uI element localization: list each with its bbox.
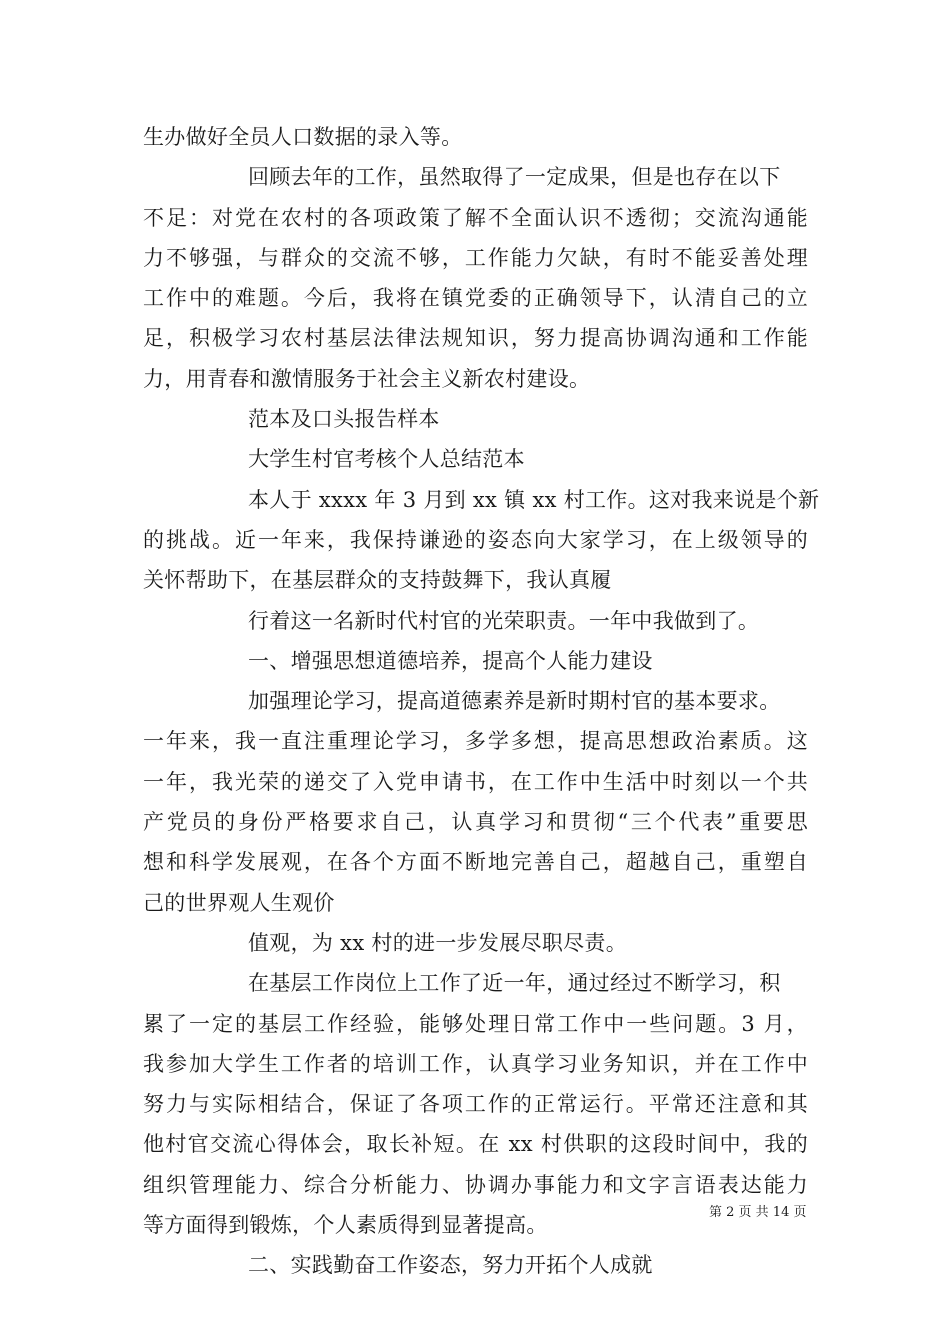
text-line: 力，用青春和激情服务于社会主义新农村建设。 [143,366,591,391]
text-line: 累了一定的基层工作经验，能够处理日常工作中一些问题。3 月， [143,1011,808,1036]
paragraph-start: 在基层工作岗位上工作了近一年，通过经过不断学习，积 [248,971,781,996]
text-line: 努力与实际相结合，保证了各项工作的正常运行。平常还注意和其 [143,1092,808,1117]
text-line: 关怀帮助下，在基层群众的支持鼓舞下，我认真履 [143,568,612,593]
paragraph-start: 加强理论学习，提高道德素养是新时期村官的基本要求。 [248,689,781,714]
section-title: 大学生村官考核个人总结范本 [248,447,525,472]
section-heading: 一、增强思想道德培养，提高个人能力建设 [248,648,653,673]
text-line: 力不够强，与群众的交流不够，工作能力欠缺，有时不能妥善处理 [143,245,808,270]
text-line: 生办做好全员人口数据的录入等。 [143,125,463,149]
text-line: 他村官交流心得体会，取长补短。在 xx 村供职的这段时间中，我的 [143,1132,808,1157]
text-line: 一年来，我一直注重理论学习，多学多想，提高思想政治素质。这 [143,729,808,754]
section-label: 范本及口头报告样本 [248,407,440,432]
text-line: 不足：对党在农村的各项政策了解不全面认识不透彻；交流沟通能 [143,205,808,230]
paragraph-start: 本人于 xxxx 年 3 月到 xx 镇 xx 村工作。这对我来说是个新 [248,487,820,512]
text-line: 足，积极学习农村基层法律法规知识，努力提高协调沟通和工作能 [143,326,808,351]
body-text [143,117,820,1286]
text-line: 己的世界观人生观价 [143,890,335,915]
text-line: 想和科学发展观，在各个方面不断地完善自己，超越自己，重塑自 [143,850,808,875]
page-number: 第 2 页 共 14 页 [709,1205,807,1220]
text-line: 产党员的身份严格要求自己，认真学习和贯彻“三个代表”重要思 [143,810,808,835]
text-line: 我参加大学生工作者的培训工作，认真学习业务知识，并在工作中 [143,1051,808,1076]
text-line: 组织管理能力、综合分析能力、协调办事能力和文字言语表达能力 [143,1172,808,1197]
paragraph-start: 值观，为 xx 村的进一步发展尽职尽责。 [248,930,628,955]
paragraph-start: 回顾去年的工作，虽然取得了一定成果，但是也存在以下 [248,165,781,190]
text-line: 的挑战。近一年来，我保持谦逊的姿态向大家学习，在上级领导的 [143,527,808,552]
text-line: 一年，我光荣的递交了入党申请书，在工作中生活中时刻以一个共 [143,769,808,794]
text-line: 等方面得到锻炼，个人素质得到显著提高。 [143,1213,548,1238]
paragraph-start: 行着这一名新时代村官的光荣职责。一年中我做到了。 [248,608,760,633]
text-line: 工作中的难题。今后，我将在镇党委的正确领导下，认清自己的立 [143,286,808,311]
section-heading: 二、实践勤奋工作姿态，努力开拓个人成就 [248,1253,653,1278]
